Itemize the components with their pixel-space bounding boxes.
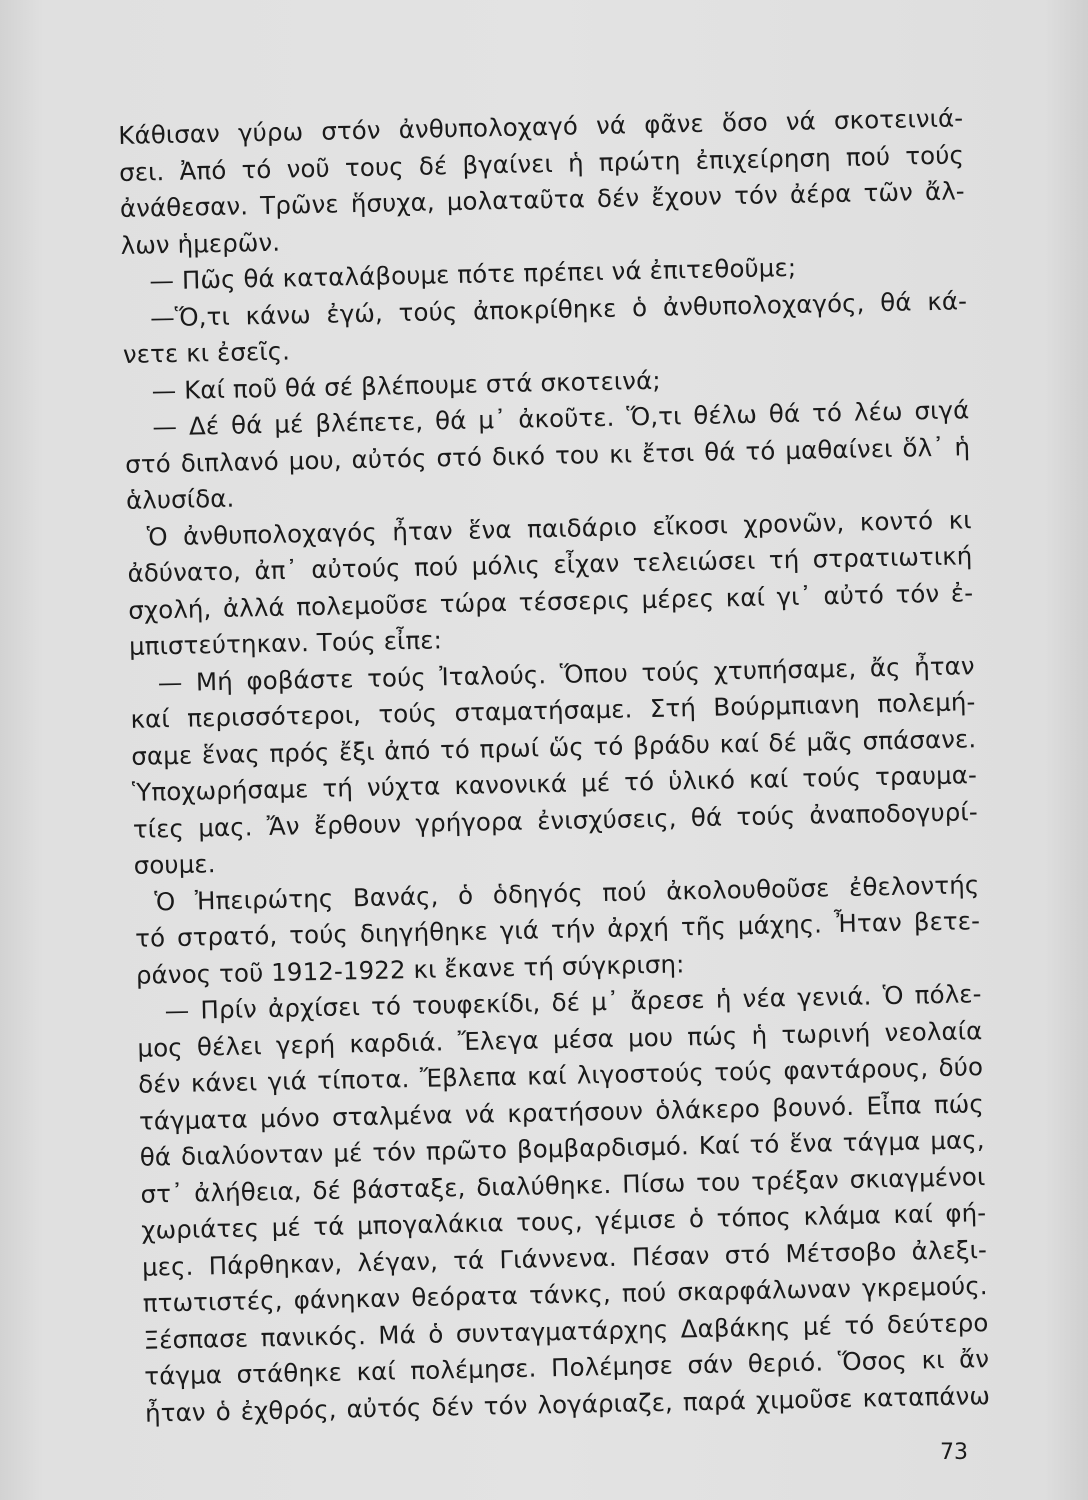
- text-line: ράνος τοῦ 1912-1922 κι ἔκανε τή σύγκριση:: [135, 948, 685, 990]
- text-line: λων ἡμερῶν.: [120, 227, 281, 260]
- text-line: Ξέσπασε πανικός. Μά ὁ συνταγματάρχης Δαβάκης μέ τό δεύτερο: [143, 1307, 989, 1355]
- text-line: δέν κάνει γιά τίποτα. Ἔβλεπα καί λιγοστούς τούς φαντάρους, δύο: [137, 1052, 984, 1099]
- page-number: 73: [940, 1440, 968, 1465]
- text-line: σει. Ἀπό τό νοῦ τους δέ βγαίνει ἡ πρώτη ἐπιχείρηση πού τούς: [118, 139, 965, 187]
- text-line: χωριάτες μέ τά μπογαλάκια τους, γέμισε ὁ τόπος κλάμα καί φή-: [140, 1198, 987, 1245]
- text-line: μες. Πάρθηκαν, λέγαν, τά Γιάννενα. Πέσαν στό Μέτσοβο ἀλεξι-: [141, 1234, 988, 1282]
- text-line: Ὑποχωρήσαμε τή νύχτα κανονικά μέ τό ὑλικό καί τούς τραυμα-: [131, 760, 978, 807]
- text-line: νετε κι ἐσεῖς.: [122, 336, 291, 369]
- text-line: σχολή, ἀλλά πολεμοῦσε τώρα τέσσερις μέρες καί γι᾿ αὐτό τόν ἐ-: [128, 577, 974, 625]
- body-text: [118, 100, 990, 1431]
- text-line: Κάθισαν γύρω στόν ἀνθυπολοχαγό νά φᾶνε ὅσο νά σκοτεινιά-: [118, 103, 964, 150]
- text-line: πτωτιστές, φάνηκαν θεόρατα τάνκς, πού σκαρφάλωναν γκρεμούς.: [142, 1271, 988, 1318]
- text-line: —Ὅ,τι κάνω ἐγώ, τούς ἀποκρίθηκε ὁ ἀνθυπολοχαγός, θά κά-: [149, 285, 968, 332]
- text-line: μπιστεύτηκαν. Τούς εἶπε:: [128, 625, 443, 661]
- text-line: — Δέ θά μέ βλέπετε, θά μ᾿ ἀκοῦτε. Ὅ,τι θέλω θά τό λέω σιγά: [152, 395, 970, 442]
- text-line: τάγμα στάθηκε καί πολέμησε. Πολέμησε σάν θεριό. Ὅσος κι ἄν: [144, 1344, 990, 1391]
- text-line: Ὁ ἀνθυπολοχαγός ἦταν ἕνα παιδάριο εἴκοσι χρονῶν, κοντό κι: [146, 504, 972, 551]
- text-line: ἀδύνατο, ἀπ᾿ αὐτούς πού μόλις εἶχαν τελειώσει τή στρατιωτική: [127, 541, 973, 588]
- text-line: καί περισσότεροι, τούς σταματήσαμε. Στή Βούρμπιανη πολεμή-: [130, 687, 976, 734]
- text-line: τάγματα μόνο σταλμένα νά κρατήσουν ὁλάκερο βουνό. Εἶπα πώς: [138, 1088, 985, 1136]
- text-line: στό διπλανό μου, αὐτός στό δικό του κι ἔτσι θά τό μαθαίνει ὅλ᾿ ἡ: [124, 431, 971, 479]
- text-line: σαμε ἕνας πρός ἔξι ἀπό τό πρωί ὥς τό βράδυ καί δέ μᾶς σπάσανε.: [131, 723, 977, 771]
- text-line: — Πρίν ἀρχίσει τό τουφεκίδι, δέ μ᾿ ἄρεσε ἡ νέα γενιά. Ὁ πόλε-: [164, 979, 982, 1026]
- text-line: Ὁ Ἠπειρώτης Βανάς, ὁ ὁδηγός πού ἀκολουθοῦσε ἐθελοντής: [154, 869, 980, 916]
- text-line: τό στρατό, τούς διηγήθηκε γιά τήν ἀρχή τῆς μάχης. Ἦταν βετε-: [134, 906, 981, 953]
- text-line: στ᾿ ἀλήθεια, δέ βάσταξε, διαλύθηκε. Πίσω του τρέξαν σκιαγμένοι: [140, 1161, 986, 1209]
- text-line: ἀνάθεσαν. Τρῶνε ἥσυχα, μολαταῦτα δέν ἔχουν τόν ἀέρα τῶν ἄλ-: [119, 176, 966, 223]
- text-line: θά διαλύονταν μέ τόν πρῶτο βομβαρδισμό. Καί τό ἕνα τάγμα μας,: [139, 1125, 985, 1172]
- text-line: — Μή φοβάστε τούς Ἰταλούς. Ὅπου τούς χτυπήσαμε, ἄς ἦταν: [157, 650, 975, 697]
- text-line: ἁλυσίδα.: [125, 483, 235, 515]
- text-line: ἦταν ὁ ἐχθρός, αὐτός δέν τόν λογάριαζε, παρά χιμοῦσε καταπάνω: [144, 1380, 991, 1428]
- text-line: — Καί ποῦ θά σέ βλέπουμε στά σκοτεινά;: [151, 365, 661, 405]
- text-line: μος θέλει γερή καρδιά. Ἔλεγα μέσα μου πώς ἡ τωρινή νεολαία: [137, 1015, 983, 1063]
- text-line: σουμε.: [133, 849, 216, 880]
- text-line: — Πῶς θά καταλάβουμε πότε πρέπει νά ἐπιτεθοῦμε;: [149, 252, 797, 296]
- text-line: τίες μας. Ἄν ἔρθουν γρήγορα ἐνισχύσεις, θά τούς ἀναποδογυρί-: [132, 796, 979, 844]
